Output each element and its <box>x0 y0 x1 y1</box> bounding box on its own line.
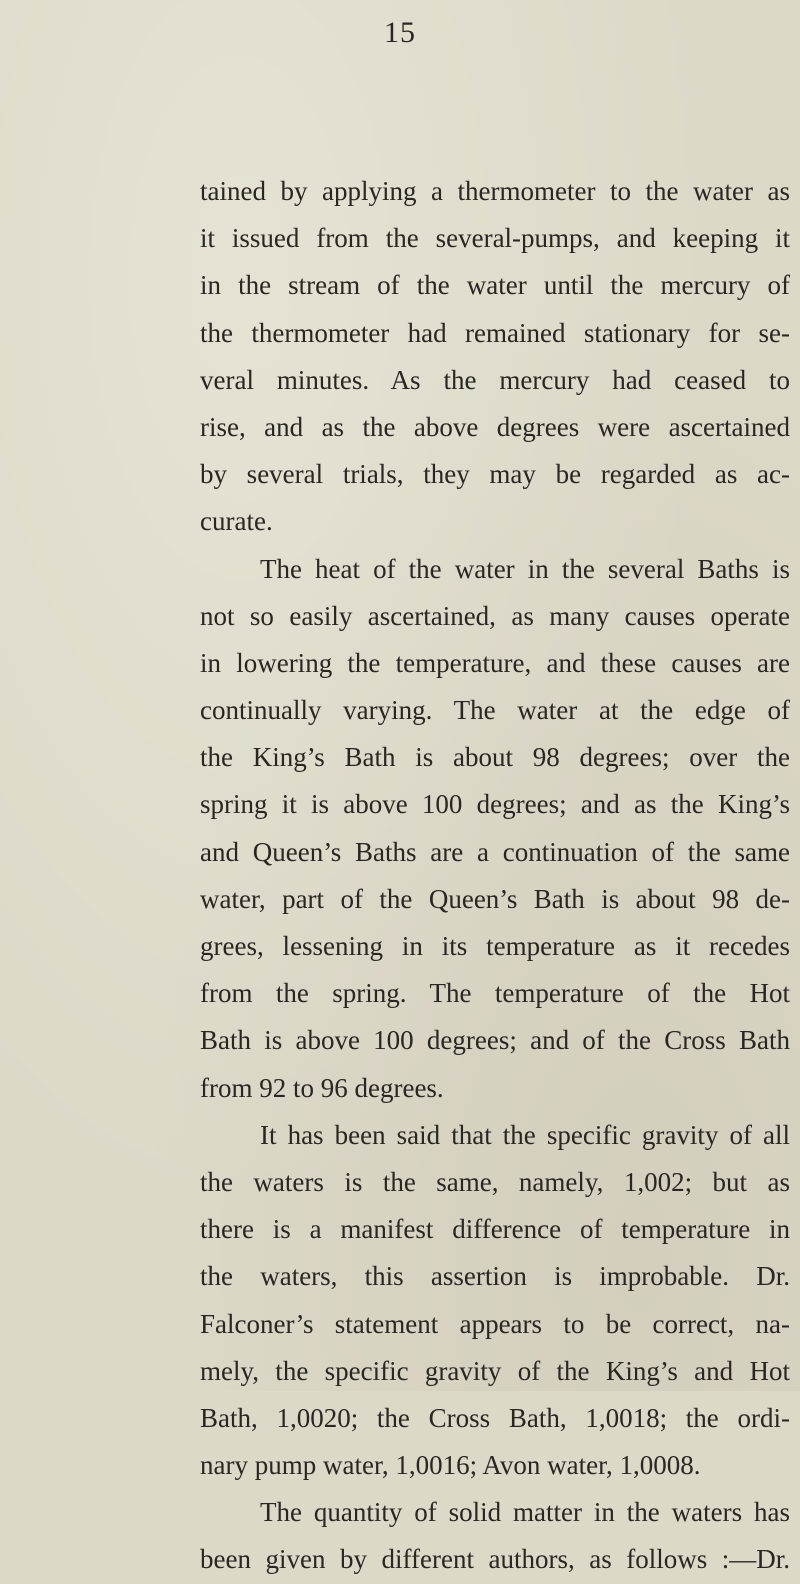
text-line: veral minutes. As the mercury had ceased to <box>200 364 790 395</box>
text-line: mely, the specific gravity of the King’s and Hot <box>200 1355 790 1386</box>
text-line: from 92 to 96 degrees. <box>200 1072 444 1103</box>
text-line: the thermometer had remained stationary for se- <box>200 317 790 348</box>
text-line: in lowering the temperature, and these causes are <box>200 647 790 678</box>
text-line: nary pump water, 1,0016; Avon water, 1,0008. <box>200 1450 701 1481</box>
text-line: and Queen’s Baths are a continuation of the same <box>200 836 790 867</box>
text-line: the waters, this assertion is improbable. Dr. <box>200 1261 790 1292</box>
paragraph-start-line: The heat of the water in the several Baths is <box>260 553 790 584</box>
text-line: there is a manifest difference of temperature in <box>200 1214 790 1245</box>
text-line: curate. <box>200 506 273 537</box>
text-line: rise, and as the above degrees were ascertained <box>200 411 790 442</box>
paragraph-start-line: It has been said that the specific gravity of all <box>260 1119 790 1150</box>
text-line: from the spring. The temperature of the Hot <box>200 978 790 1009</box>
text-line: Bath, 1,0020; the Cross Bath, 1,0018; the ordi- <box>200 1402 790 1433</box>
text-line: water, part of the Queen’s Bath is about 98 de- <box>200 883 790 914</box>
text-line: in the stream of the water until the mercury of <box>200 270 790 301</box>
text-line: been given by different authors, as follows :—Dr. <box>200 1544 790 1575</box>
body-text <box>200 168 790 1584</box>
text-line: grees, lessening in its temperature as it recedes <box>200 931 790 961</box>
text-line: spring it is above 100 degrees; and as the King’s <box>200 789 790 820</box>
text-line: by several trials, they may be regarded as ac- <box>200 459 790 490</box>
text-line: continually varying. The water at the edge of <box>200 695 790 726</box>
text-line: it issued from the several-pumps, and keeping it <box>200 223 790 254</box>
text-line: Falconer’s statement appears to be correct, na- <box>200 1308 790 1339</box>
text-line: tained by applying a thermometer to the water as <box>200 176 790 206</box>
text-line: the waters is the same, namely, 1,002; but as <box>200 1166 790 1197</box>
text-line: Bath is above 100 degrees; and of the Cross Bath <box>200 1025 790 1056</box>
text-line: the King’s Bath is about 98 degrees; over the <box>200 742 790 773</box>
text-line: not so easily ascertained, as many causes operate <box>200 600 790 631</box>
paragraph-start-line: The quantity of solid matter in the waters has <box>260 1497 790 1528</box>
page-number: 15 <box>384 16 416 49</box>
